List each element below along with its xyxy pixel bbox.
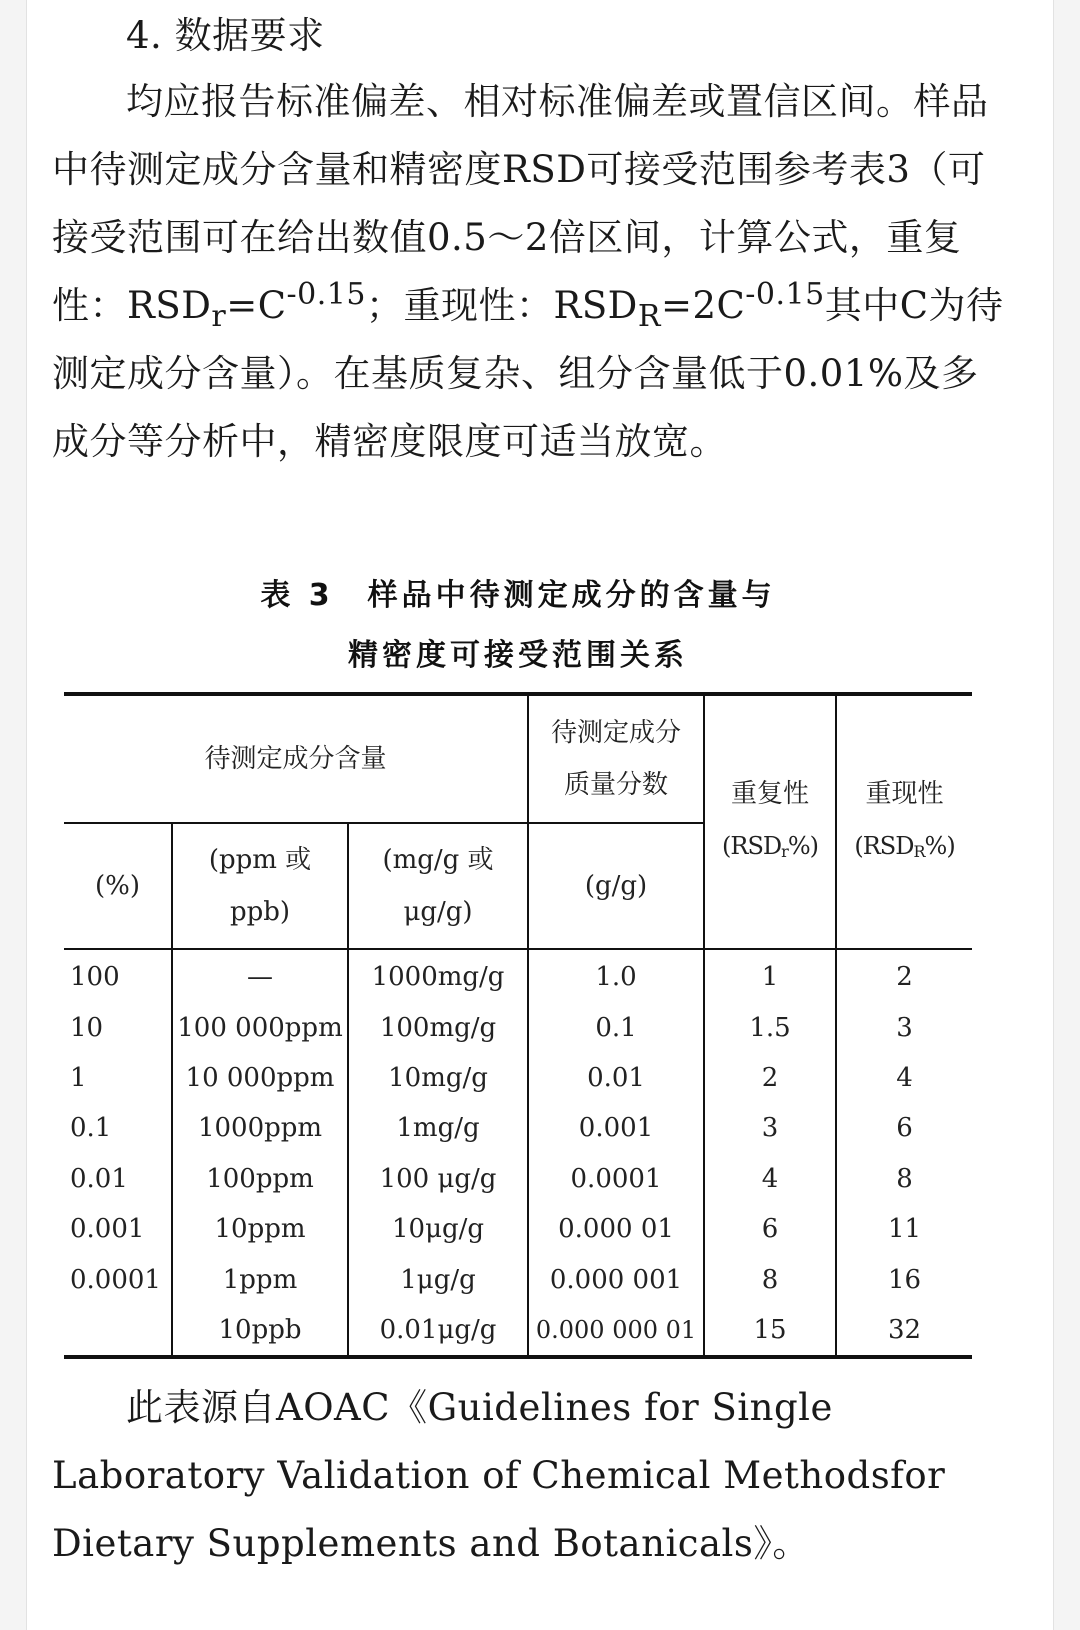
- cell-ppm: 1000ppm: [172, 1103, 348, 1153]
- cell-rsd-R: 11: [887, 1214, 922, 1245]
- cell-rsd-r: 15: [704, 1305, 836, 1357]
- cell-gg: 0.0001: [528, 1154, 704, 1204]
- header-text: 重现性: [865, 779, 944, 809]
- cell-rsd-r: 4: [704, 1154, 836, 1204]
- cell-mg: 100mg/g: [348, 1002, 528, 1052]
- cell-gg: 0.000 01: [528, 1204, 704, 1254]
- cell-ppm: 100ppm: [172, 1154, 348, 1204]
- header-reproducibility: [836, 694, 972, 949]
- cell-mg: 10mg/g: [348, 1053, 528, 1103]
- unit-text: %): [787, 832, 818, 860]
- cell-ppm: 100 000ppm: [172, 1002, 348, 1052]
- cell-rsd-r: 2: [704, 1053, 836, 1103]
- header-unit: [837, 820, 972, 878]
- cell-rsd-R: 6: [896, 1113, 913, 1144]
- cell-rsd-R: 8: [896, 1163, 913, 1194]
- paragraph-text: 其中C为待测定成分含量）。在基质复杂、组分含量低于0.01%及多成分等分析中，精密度限度可适当放宽。: [52, 284, 1004, 463]
- section-heading: 4. 数据要求: [126, 14, 325, 57]
- unit-text: μg/g): [403, 897, 473, 927]
- cell-ppm: 10 000ppm: [172, 1053, 348, 1103]
- unit-subscript: r: [781, 842, 788, 861]
- cell-rsd-R: 16: [887, 1264, 922, 1295]
- cell-gg: 0.000 000 01: [528, 1305, 704, 1357]
- cell-rsd-R: 32: [836, 1305, 972, 1357]
- unit-text: (mg/g 或: [382, 845, 494, 875]
- cell-rsd-R: 2: [896, 962, 913, 993]
- cell-gg: 0.1: [528, 1002, 704, 1052]
- cell-percent: 1: [64, 1053, 172, 1103]
- cell-mg: 0.01μg/g: [348, 1305, 528, 1357]
- table-row: [64, 1254, 972, 1304]
- cell-gg: 0.001: [528, 1103, 704, 1153]
- cell-ppm: 10ppm: [172, 1204, 348, 1254]
- paragraph-text: 均应报告标准偏差、相对标准偏差或置信区间。样品中待测定成分含量和精密度RSD可接受范围参考表3（可接受范围可在给出数值0.5～2倍区间，计算公式，重复性：RSD: [52, 80, 989, 327]
- cell-mg: 10μg/g: [348, 1204, 528, 1254]
- header-text: 质量分数: [564, 770, 669, 800]
- paragraph-source-note: [52, 1374, 1012, 1578]
- unit-text: (ppm 或: [208, 845, 312, 875]
- unit-text: (RSD: [722, 832, 782, 860]
- header-unit: [705, 820, 835, 878]
- cell-gg: 1.0: [528, 949, 704, 1002]
- cell-rsd-R: 3: [896, 1012, 913, 1043]
- cell-rsd-r: 3: [704, 1103, 836, 1153]
- header-content: 待测定成分含量: [64, 694, 528, 823]
- header-text: 重复性: [731, 779, 810, 809]
- table-row: [64, 1204, 972, 1254]
- cell-mg: 1μg/g: [348, 1254, 528, 1304]
- header-mass-fraction: [528, 694, 704, 823]
- cell-gg: 0.01: [528, 1053, 704, 1103]
- unit-percent: (%): [64, 823, 172, 949]
- table-row: [64, 949, 972, 1002]
- table-row: [64, 1103, 972, 1153]
- cell-percent: 0.0001: [64, 1254, 172, 1304]
- cell-rsd-r: 8: [704, 1254, 836, 1304]
- cell-gg: 0.000 001: [528, 1254, 704, 1304]
- cell-percent: 0.01: [64, 1154, 172, 1204]
- table-row: [64, 1305, 972, 1357]
- precision-table: [64, 692, 972, 1359]
- subscript-R: R: [637, 299, 661, 334]
- header-repeatability: [704, 694, 836, 949]
- cell-mg: 1000mg/g: [348, 949, 528, 1002]
- unit-text: ppb): [229, 897, 291, 927]
- cell-rsd-r: 1.5: [704, 1002, 836, 1052]
- exponent: -0.15: [745, 277, 825, 312]
- table-caption: 表 3 样品中待测定成分的含量与: [260, 578, 776, 613]
- cell-rsd-R: 4: [896, 1062, 913, 1093]
- unit-mg: [348, 823, 528, 949]
- unit-subscript: R: [913, 842, 925, 861]
- unit-gg: (g/g): [528, 823, 704, 949]
- paragraph-data-requirements: [52, 68, 1012, 476]
- cell-percent: 100: [64, 949, 172, 1002]
- subscript-r: r: [211, 299, 227, 334]
- table-row: [64, 1154, 972, 1204]
- cell-ppm: 10ppb: [172, 1305, 348, 1357]
- cell-percent: 0.001: [64, 1204, 172, 1254]
- cell-mg: 1mg/g: [348, 1103, 528, 1153]
- cell-percent: 0.1: [64, 1103, 172, 1153]
- cell-ppm: —: [172, 949, 348, 1002]
- table-row: [64, 1002, 972, 1052]
- paragraph-text: 此表源自AOAC《Guidelines for Single Laboratory Validation of Chemical Methodsfor Dietary Supplements and Botanicals》。: [52, 1386, 946, 1565]
- cell-percent: 10: [64, 1002, 172, 1052]
- table-row: [64, 1053, 972, 1103]
- unit-text: %): [924, 832, 955, 860]
- header-text: 待测定成分: [551, 718, 682, 748]
- exponent: -0.15: [286, 277, 366, 312]
- cell-mg: 100 μg/g: [348, 1154, 528, 1204]
- unit-text: (RSD: [854, 832, 914, 860]
- cell-ppm: 1ppm: [172, 1254, 348, 1304]
- paragraph-text: =2C: [660, 284, 746, 327]
- cell-percent: [64, 1305, 172, 1357]
- paragraph-text: ；重现性：RSD: [365, 284, 638, 327]
- table-caption: 精密度可接受范围关系: [348, 638, 688, 673]
- cell-rsd-r: 6: [704, 1204, 836, 1254]
- unit-ppm: [172, 823, 348, 949]
- cell-rsd-r: 1: [704, 949, 836, 1002]
- paragraph-text: =C: [226, 284, 287, 327]
